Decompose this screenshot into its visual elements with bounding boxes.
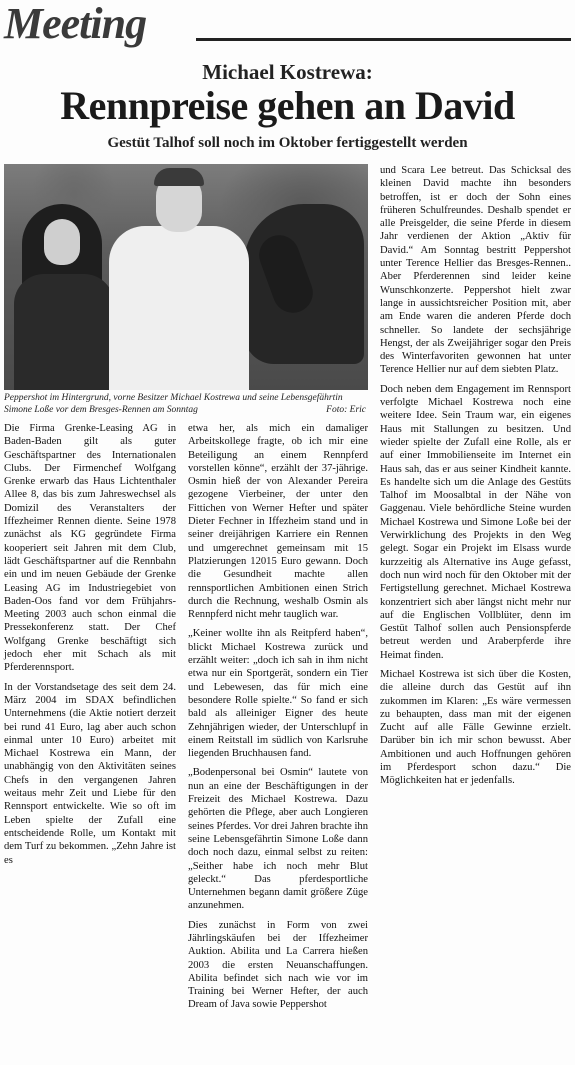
paragraph: „Bodenpersonal bei Osmin“ lautete von nun an eine der Beschäftigungen in der Freizeit des Michael Kostrewa. Dazu gehörten die Pflege, aber auch Longieren seines Pferdes. Vor drei Jahren brachte ihn seine Lebensgefährtin Simone Loße dann doch noch dazu, einmal selbst zu reiten: „Seither habe ich noch mehr Blut geleckt.“ Das pferdesportliche Unternehmen begann damit größere Züge anzunehmen. bbox=[188, 767, 368, 912]
photo-woman-face bbox=[44, 219, 80, 265]
photo-man-body bbox=[109, 226, 249, 390]
article-column-1 bbox=[4, 422, 176, 873]
article-column-3 bbox=[380, 164, 571, 794]
photo-caption bbox=[4, 393, 368, 416]
photo-credit: Foto: Eric bbox=[326, 404, 366, 415]
article-subhead: Gestüt Talhof soll noch im Oktober fertiggestellt werden bbox=[107, 135, 468, 151]
paragraph: und Scara Lee betreut. Das Schicksal des kleinen David machte ihn besonders betroffen, ist er doch der Sohn eines früheren Schulfreundes. Deshalb spendet er alle Preisgelder, die seine Pferde in diesem Jahr verdienen der Aktion „Aktiv für David.“ Am Sonntag bestritt Peppershot unter Terence Hellier das Bresges-Rennen.. Aber Pferderennen sind leider keine Wunschkonzerte. Peppershot hielt zwar lange in aussichtsreicher Position mit, aber am Ende waren die anderen Pferde doch schneller. So landete der sechsjährige Hengst, der als Zweijähriger sogar den Preis des Winterfavoriten gewonnen hat unter Terence Hellier nur auf dem siebten Platz. bbox=[380, 165, 571, 376]
paragraph: „Keiner wollte ihn als Reitpferd haben“, blickt Michael Kostrewa zurück und erzählt weiter: „doch ich sah in ihm nicht etwa nur ein Sportgerät, sondern ein Tier und Lebewesen, das für mich eine besondere Rolle spielte.“ So fand er sich bald als alleiniger Eigner des heute Zehnjährigen wieder, der Unterschlupf in einem Reitstall im südlich von Karlsruhe liegenden Bruchhausen fand. bbox=[188, 628, 368, 760]
article-headline: Rennpreise gehen an David bbox=[60, 83, 515, 128]
section-rule bbox=[196, 38, 571, 41]
photo-man-hair bbox=[154, 168, 204, 186]
paragraph: Michael Kostrewa ist sich über die Kosten, die alleine durch das Gestüt auf ihn zukommen im Klaren: „Es wäre vermessen zu behaupten, dass man mit der eigenen Zucht auf alle Fälle Gewinne erzielt. Darüber bin ich mir schon bewusst. Aber Ambitionen und auch Hoffnungen gehören im Pferdesport schon dazu.“ Die Möglichkeiten hat er jedenfalls. bbox=[380, 668, 571, 787]
paragraph: Doch neben dem Engagement im Rennsport verfolgte Michael Kostrewa noch eine weitere Idee. Sein Traum war, ein eigenes Haus mit Stallungen zu besitzen. Und wieder spielte der Zufall eine Rolle, als er auf einer Immobilienseite im Internet ein Haus sah, das er aus seiner Kindheit kannte. Es handelte sich um die Anlage des Gestüts Talhof im Moosalbtal in der Nähe von Gaggenau. Viele behördliche Steine wurden Michael Kostrewa und Simone Loße bei der Verwirklichung des Projekts in den Weg gelegt. Sogar ein Projekt im Elsass wurde kurzzeitig als Alternative ins Auge gefasst, doch nun wird noch für den Oktober mit der Fertigstellung gerechnet. Michael Kostrewa konzentriert sich aber längst nicht mehr nur auf die Englischen Vollblüter, denn im Gestüt Talhof sollen auch Pensionspferde betreut werden und Araberpferde ihre Heimat finden. bbox=[380, 383, 571, 661]
article-kicker: Michael Kostrewa: bbox=[202, 60, 373, 84]
section-title: Meeting bbox=[4, 0, 147, 48]
paragraph: etwa her, als mich ein damaliger Arbeitskollege fragte, ob ich mir eine Beteiligung an einem Rennpferd vorstellen könne“, erzählt der 37-jährige. Osmin hieß der von Alexander Pereira gezogene Vierbeiner, der unter den Fittichen von Werner Hefter und später Dieter Fechner in Iffezheim stand und in seiner dreijährigen Karriere ein Rennen und umgerechnet gemeinsam mit 15 Platzierungen 12015 Euro gewann. Doch die Gesundheit machte allen rennsportlichen Ambitionen einen Strich durch die Rechnung, weshalb Osmin als Rennpferd nicht mehr tauglich war. bbox=[188, 423, 368, 621]
article-column-2 bbox=[188, 422, 368, 1018]
paragraph: In der Vorstandsetage des seit dem 24. März 2004 im SDAX befindlichen Unternehmens (die Aktie notiert derzeit bei rund 41 Euro, lag aber auch schon einmal unter 10 Euro) arbeitet mit Michael Kostrewa ein Mann, der unabhängig von den Aktivitäten seines Chefs in den vergangenen Jahren weitaus mehr Zeit und Liebe für den Rennsport entwickelte. Wie so oft im Leben spielte der Zufall eine entscheidende Rolle, um Kontakt mit dem Turf zu bekommen. „Zehn Jahre ist es bbox=[4, 681, 176, 866]
photo-caption-text: Peppershot im Hintergrund, vorne Besitzer Michael Kostrewa und seine Lebensgefährtin Simone Loße vor dem Bresges-Rennen am Sonntag bbox=[4, 393, 343, 415]
paragraph: Dies zunächst in Form von zwei Jährlingskäufen bei der Iffezheimer Auktion. Abilita und La Carrera hießen 2003 die ersten Neuanschaffungen. Abilita befindet sich nach wie vor im Training bei Werner Hefter, der auch Dream of Java sowie Peppershot bbox=[188, 919, 368, 1011]
paragraph: Die Firma Grenke-Leasing AG in Baden-Baden gilt als guter Geschäftspartner des Internationalen Clubs. Der Firmenchef Wolfgang Grenke erwarb das Haus Lichtenthaler Allee 8, das bis zum Jahreswechsel als Domizil des Veranstalters der Iffezheimer Rennen diente. Seine 1978 zunächst als KG gegründete Firma kooperiert seit Jahren mit dem Club, lädt Geschäftspartner auf die Rennbahn ein und im neuen Gebäude der Grenke Leasing AG im Industriegebiet von Baden-Oos fand vor dem Frühjahrs-Meeting 2003 auch schon einmal die Pressekonferenz statt. Der Chef Wolfgang Grenke beschäftigt sich jedoch eher mit Schach als mit Pferderennsport. bbox=[4, 423, 176, 674]
photo-woman-body bbox=[14, 274, 114, 390]
article-photo bbox=[4, 164, 368, 390]
